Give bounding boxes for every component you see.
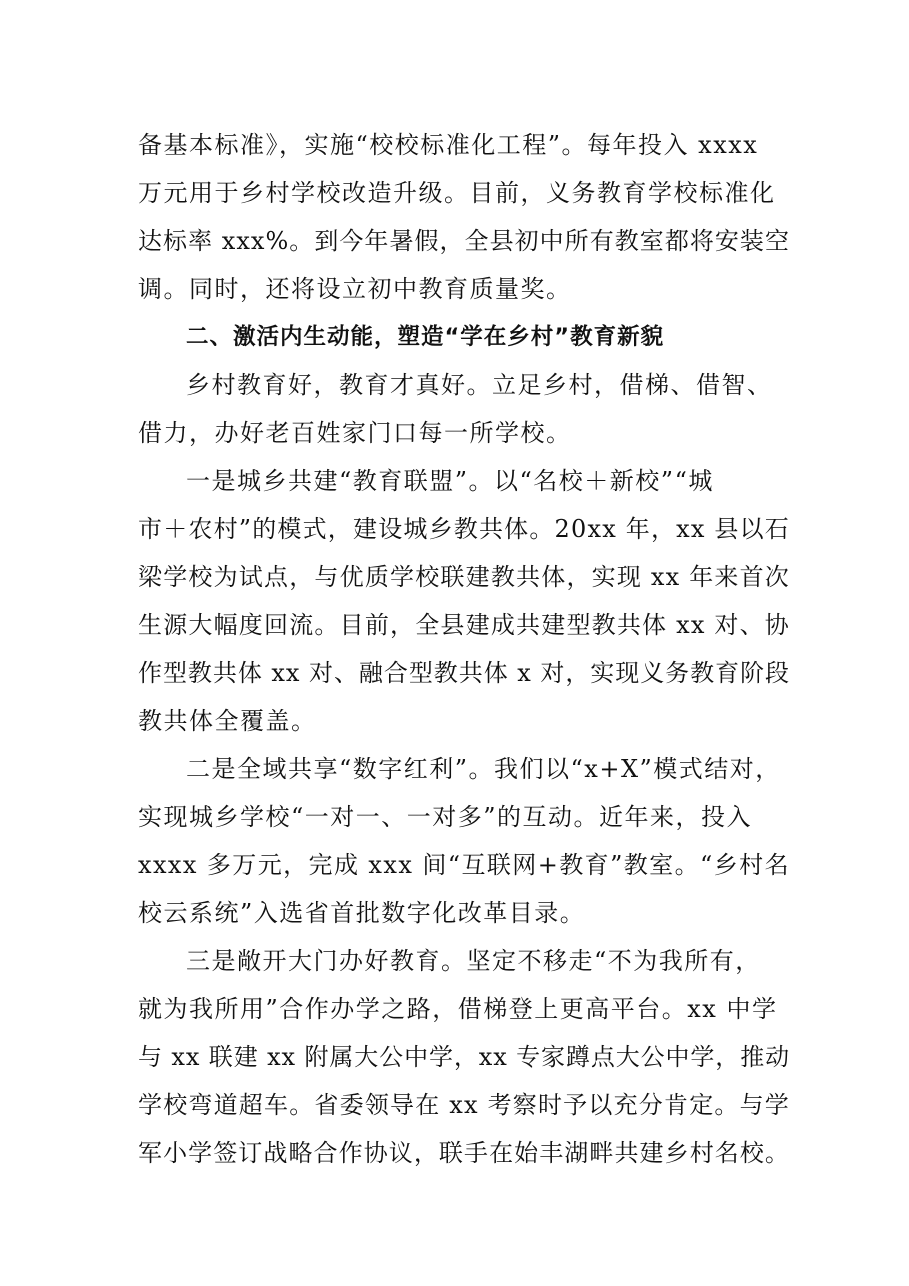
text-line: 备基本标准》，实施“校校标准化工程”。每年投入 xxxx <box>138 131 759 159</box>
text-line: 万元用于乡村学校改造升级。目前，义务教育学校标准化 <box>138 179 776 207</box>
text-line: 作型教共体 xx 对、融合型教共体 x 对，实现义务教育阶段 <box>138 659 790 687</box>
paragraph-first-line: 乡村教育好，教育才真好。立足乡村，借梯、借智、 <box>186 371 773 399</box>
text-line: 实现城乡学校“一对一、一对多”的互动。近年来，投入 <box>138 803 753 831</box>
text-line: 就为我所用”合作办学之路，借梯登上更高平台。xx 中学 <box>138 995 778 1023</box>
text-line: 教共体全覆盖。 <box>138 707 317 735</box>
text-line: 借力，办好老百姓家门口每一所学校。 <box>138 419 572 447</box>
paragraph-first-line: 二是全域共享“数字红利”。我们以“x+X”模式结对， <box>186 755 781 783</box>
text-line: 学校弯道超车。省委领导在 xx 考察时予以充分肯定。与学 <box>138 1091 790 1119</box>
text-line: 校云系统”入选省首批数字化改革目录。 <box>138 899 586 927</box>
paragraph-first-line: 一是城乡共建“教育联盟”。以“名校＋新校”“城 <box>186 467 714 495</box>
section-heading: 二、激活内生动能，塑造“学在乡村”教育新貌 <box>186 324 665 350</box>
paragraph-first-line: 三是敞开大门办好教育。坚定不移走“不为我所有， <box>186 947 761 975</box>
text-line: 市＋农村”的模式，建设城乡教共体。20xx 年，xx 县以石 <box>138 515 790 543</box>
text-line: xxxx 多万元，完成 xxx 间“互联网+教育”教室。“乡村名 <box>138 851 790 879</box>
text-line: 军小学签订战略合作协议，联手在始丰湖畔共建乡村名校。 <box>138 1139 790 1167</box>
text-line: 调。同时，还将设立初中教育质量奖。 <box>138 275 572 303</box>
text-line: 生源大幅度回流。目前，全县建成共建型教共体 xx 对、协 <box>138 611 790 639</box>
text-line: 梁学校为试点，与优质学校联建教共体，实现 xx 年来首次 <box>138 563 790 591</box>
text-line: 与 xx 联建 xx 附属大公中学，xx 专家蹲点大公中学，推动 <box>138 1043 790 1071</box>
text-line: 达标率 xxx%。到今年暑假，全县初中所有教室都将安装空 <box>138 227 790 255</box>
